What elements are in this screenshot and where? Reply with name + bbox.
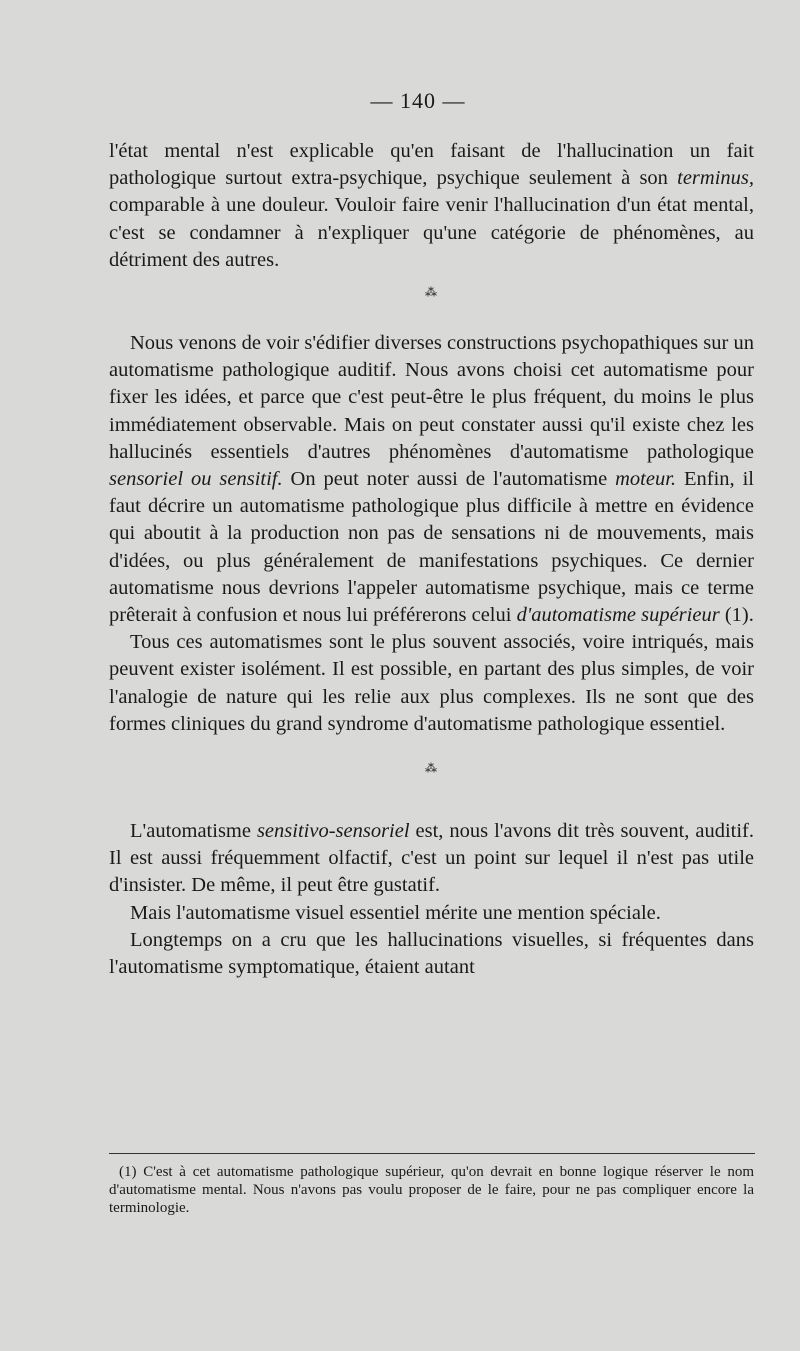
paragraph: Longtemps on a cru que les hallucinations visuelles, si fréquentes dans l'automatisme symptomatique, étaient autant	[109, 928, 754, 979]
paragraph	[109, 330, 754, 629]
page-body	[109, 138, 754, 981]
footnote: (1) C'est à cet automatisme pathologique supérieur, qu'on devrait en bonne logique réserver le nom d'automatisme mental. Nous n'avons pas voulu proposer de le faire, pour ne pas compliquer encore la terminologie.	[109, 1164, 754, 1216]
section-separator: ⁂	[425, 285, 438, 300]
paragraph	[109, 138, 754, 274]
italic-term: terminus,	[677, 167, 754, 190]
text-run: On peut noter aussi de l'automatisme	[290, 468, 608, 491]
italic-term: sensitivo-sensoriel	[256, 820, 410, 843]
italic-term: sensoriel ou sensitif.	[109, 468, 283, 491]
paragraph	[109, 818, 754, 900]
page-number: — 140 —	[370, 88, 466, 113]
text-run: l'état mental n'est explicable qu'en faisant de l'hallucination un fait pathologique surtout extra-psychique, psychique seulement à son	[109, 140, 754, 190]
paragraph: Tous ces automatismes sont le plus souvent associés, voire intriqués, mais peuvent exister isolément. Il est possible, en partant des plus simples, de voir l'analogie de nature qui les relie aux plus complexes. Ils ne sont que des formes cliniques du grand syndrome d'automatisme pathologique essentiel.	[109, 631, 754, 735]
paragraph: Mais l'automatisme visuel essentiel mérite une mention spéciale.	[130, 901, 661, 924]
section-separator: ⁂	[425, 761, 438, 776]
text-run: comparable à une douleur. Vouloir faire venir l'hallucination d'un état mental, c'est se condamner à n'expliquer qu'une catégorie de phénomènes, au détriment des autres.	[109, 194, 754, 271]
text-run: est, nous l'avons dit très souvent, auditif. Il est aussi fréquemment olfactif, c'est un point sur lequel il n'est pas utile d'insister. De même, il peut être gustatif.	[109, 820, 755, 897]
italic-term: moteur.	[615, 468, 677, 491]
text-run: Nous venons de voir s'édifier diverses constructions psychopathiques sur un automatisme pathologique auditif. Nous avons choisi cet automatisme pour fixer les idées, et parce que c'est peut-être le plus fréquent, du moins le plus immédiatement observable. Mais on peut constater aussi qu'il existe chez les hallucinés essentiels d'autres phénomènes d'automatisme pathologique	[109, 332, 754, 463]
footnote-ref: (1).	[724, 604, 754, 627]
footnote-rule	[109, 1153, 755, 1154]
italic-term: d'automatisme supérieur	[516, 604, 720, 627]
text-run: L'automatisme	[130, 820, 251, 843]
text-run: Enfin, il faut décrire un automatisme pathologique plus difficile à mettre en évidence qui aboutit à la production non pas de sensations ni de mouvements, mais d'idées, ou plus généralement de manifestations psychiques. Ce dernier automatisme nous devrions l'appeler automatisme psychique, mais ce terme prêterait à confusion et nous lui préférerons celui	[109, 468, 754, 627]
